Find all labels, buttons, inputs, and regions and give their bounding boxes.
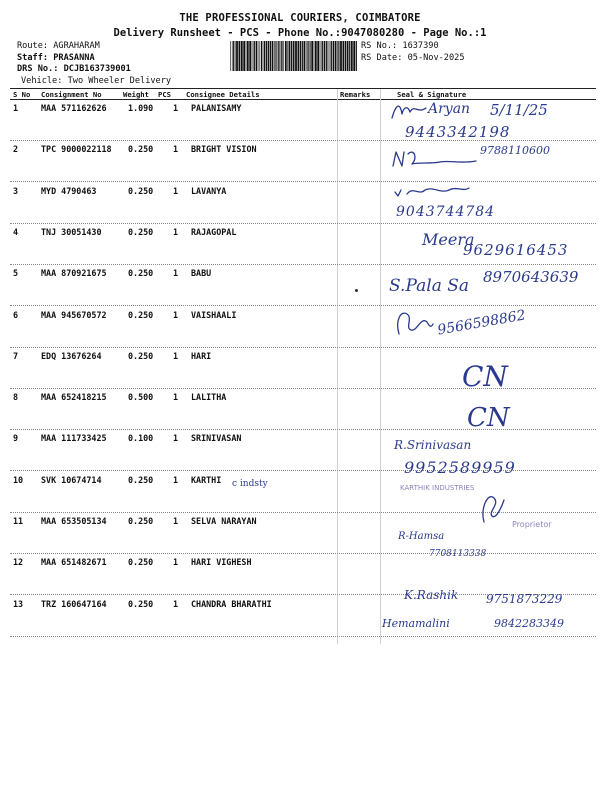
row-weight: 0.250 — [128, 185, 154, 196]
barcode-bar — [331, 41, 332, 71]
row-consignee: RAJAGOPAL — [191, 226, 237, 237]
row-consignee: LAVANYA — [191, 185, 227, 196]
col-header-weight: Weight — [123, 90, 149, 99]
row-pcs: 1 — [173, 185, 179, 196]
barcode-bar — [300, 41, 301, 71]
row-consignment-no: MAA 571162626 — [41, 103, 107, 113]
staff-value: PRASANNA — [53, 52, 95, 63]
barcode-bar — [356, 41, 357, 71]
drs-value: DCJB163739001 — [63, 64, 131, 74]
drs-label: DRS No.: — [17, 64, 59, 74]
barcode-bar — [311, 41, 313, 71]
row-consignment-no: MYD 4790463 — [41, 185, 97, 196]
barcode-bar — [247, 41, 249, 71]
row-consignment-no: TRZ 160647164 — [41, 598, 107, 609]
row-consignment-no: MAA 651482671 — [41, 557, 107, 568]
row-consignment-no: MAA 111733425 — [41, 433, 107, 444]
handwritten-name: S.Pala Sa — [389, 276, 470, 296]
barcode-bar — [295, 41, 297, 71]
rs-no-label: RS No.: — [361, 41, 398, 51]
barcode-bar — [270, 41, 271, 71]
rs-no-value: 1637390 — [402, 41, 439, 51]
row-consignee: SELVA NARAYAN — [191, 516, 257, 526]
row-weight: 0.250 — [128, 144, 154, 155]
handwritten-phone: 9842283349 — [494, 617, 564, 630]
row-pcs: 1 — [173, 516, 179, 526]
handwritten-phone: 7708113338 — [429, 549, 487, 559]
barcode-bar — [258, 41, 259, 71]
handwritten-phone: 9751873229 — [486, 592, 563, 606]
row-pcs: 1 — [173, 226, 179, 237]
barcode-bar — [345, 41, 346, 71]
barcode-bar — [308, 41, 309, 71]
row-sno: 6 — [13, 309, 19, 320]
rs-date-label: RS Date: — [361, 52, 403, 63]
row-weight: 0.250 — [128, 598, 154, 609]
row-sno: 7 — [13, 350, 19, 361]
barcode-bar — [337, 41, 338, 71]
row-weight: 0.250 — [128, 474, 154, 485]
barcode-bar — [239, 41, 241, 71]
barcode-bar — [314, 41, 315, 71]
barcode-image — [229, 41, 357, 71]
barcode-bar — [304, 41, 306, 71]
barcode-bar — [254, 41, 255, 71]
row-consignee: PALANISAMY — [191, 103, 242, 113]
row-pcs: 1 — [173, 557, 179, 568]
row-pcs: 1 — [173, 350, 179, 361]
barcode-bar — [306, 41, 307, 71]
barcode-bar — [353, 41, 355, 71]
barcode-bar — [252, 41, 253, 71]
signature-mark — [478, 488, 506, 524]
signature-mark — [393, 182, 473, 200]
header-top-rule — [10, 88, 596, 89]
row-sno: 5 — [13, 268, 19, 279]
barcode-bar — [259, 41, 260, 71]
signature-mark — [393, 306, 435, 338]
row-sno: 13 — [13, 598, 24, 609]
barcode-bar — [243, 41, 245, 71]
barcode-bar — [266, 41, 268, 71]
barcode-bar — [246, 41, 247, 71]
row-weight: 0.100 — [128, 433, 154, 444]
row-weight: 0.250 — [128, 557, 154, 568]
row-consignee: LALITHA — [191, 392, 227, 403]
route-label: Route: — [17, 41, 49, 51]
runsheet-subtitle: Delivery Runsheet - PCS - Phone No.:9047080280 - Page No.:1 — [113, 27, 487, 39]
barcode-bar — [335, 41, 337, 71]
handwritten-phone: 9043744784 — [396, 204, 496, 220]
handwritten-mark: CN — [462, 360, 508, 393]
barcode-bar — [317, 41, 319, 71]
barcode-bar — [268, 41, 269, 71]
row-consignment-no: MAA 945670572 — [41, 309, 107, 320]
row-pcs: 1 — [173, 598, 179, 609]
rs-date-value: 05-Nov-2025 — [407, 52, 465, 63]
barcode-bar — [340, 41, 342, 71]
barcode-bar — [275, 41, 276, 71]
barcode-bar — [274, 41, 275, 71]
barcode-bar — [261, 41, 262, 71]
handwritten-date: 5/11/25 — [490, 101, 548, 119]
handwritten-name: R.Srinivasan — [394, 438, 472, 452]
table-row — [10, 513, 596, 554]
row-weight: 0.250 — [128, 226, 154, 237]
barcode-bar — [276, 41, 277, 71]
barcode-bar — [322, 41, 323, 71]
ink-dot — [355, 289, 358, 292]
row-pcs: 1 — [173, 144, 179, 155]
barcode-bar — [326, 41, 327, 71]
handwritten-phone: 9629616453 — [463, 241, 569, 259]
row-consignment-no: EDQ 13676264 — [41, 350, 102, 361]
barcode-bar — [233, 41, 234, 71]
row-consignment-no: MAA 653505134 — [41, 516, 107, 526]
barcode-bar — [263, 41, 264, 71]
row-pcs: 1 — [173, 392, 179, 403]
row-weight: 1.090 — [128, 103, 154, 113]
row-weight: 0.250 — [128, 350, 154, 361]
row-weight: 0.250 — [128, 309, 154, 320]
col-header-sno: S No — [13, 90, 31, 99]
row-divider — [10, 636, 596, 637]
row-sno: 4 — [13, 226, 19, 237]
row-sno: 9 — [13, 433, 19, 444]
barcode-bar — [310, 41, 311, 71]
row-sno: 1 — [13, 103, 19, 113]
barcode-bar — [333, 41, 334, 71]
barcode-bar — [253, 41, 254, 71]
handwritten-name: Meera — [422, 230, 475, 249]
handwritten-phone: 9788110600 — [480, 144, 550, 157]
row-pcs: 1 — [173, 268, 179, 279]
barcode-bar — [307, 41, 308, 71]
barcode-bar — [256, 41, 257, 71]
row-consignee: CHANDRA BHARATHI — [191, 598, 272, 609]
barcode-bar — [328, 41, 329, 71]
handwritten-phone: 8970643639 — [483, 268, 579, 286]
row-consignment-no: TNJ 30051430 — [41, 226, 102, 237]
handwritten-phone: 9566598862 — [436, 307, 527, 339]
row-consignee: HARI VIGHESH — [191, 557, 252, 568]
handwritten-phone: 9443342198 — [405, 123, 511, 141]
barcode-bar — [315, 41, 317, 71]
row-consignee: SRINIVASAN — [191, 433, 242, 444]
barcode-bar — [349, 41, 350, 71]
handwritten-name: R-Hamsa — [398, 531, 445, 542]
row-sno: 11 — [13, 516, 24, 526]
row-pcs: 1 — [173, 103, 179, 113]
runsheet-info-left — [17, 41, 171, 87]
row-weight: 0.250 — [128, 268, 154, 279]
handwritten-phone: 9952589959 — [404, 458, 516, 477]
barcode-bar — [320, 41, 321, 71]
barcode-bar — [282, 41, 283, 71]
staff-label: Staff: — [17, 52, 49, 63]
row-pcs: 1 — [173, 309, 179, 320]
row-consignee: BABU — [191, 268, 212, 279]
signature-mark — [390, 100, 430, 122]
barcode-bar — [272, 41, 274, 71]
handwritten-name: K.Rashik — [404, 588, 459, 602]
barcode-bar — [278, 41, 279, 71]
row-sno: 10 — [13, 474, 24, 485]
table-row — [10, 554, 596, 595]
barcode-bar — [321, 41, 322, 71]
handwritten-note: c indsty — [232, 479, 268, 489]
row-consignment-no: TPC 9000022118 — [41, 144, 112, 155]
barcode-bar — [287, 41, 288, 71]
barcode-bar — [285, 41, 287, 71]
row-sno: 2 — [13, 144, 19, 155]
row-consignment-no: SVK 10674714 — [41, 474, 102, 485]
barcode-bar — [236, 41, 238, 71]
handwritten-name: Aryan — [428, 101, 471, 117]
company-stamp: Proprietor — [512, 520, 552, 529]
table-row — [10, 472, 596, 513]
row-consignee: KARTHI — [191, 474, 222, 485]
table-row — [10, 183, 596, 224]
col-header-pcs: PCS — [158, 90, 171, 99]
row-consignment-no: MAA 870921675 — [41, 268, 107, 279]
col-header-remarks: Remarks — [340, 90, 371, 99]
col-header-consignment: Consignment No — [41, 90, 102, 99]
row-pcs: 1 — [173, 474, 179, 485]
row-consignment-no: MAA 652418215 — [41, 392, 107, 403]
row-weight: 0.500 — [128, 392, 154, 403]
runsheet-info-right — [361, 41, 465, 64]
vehicle-label: Vehicle: — [21, 75, 63, 86]
barcode-bar — [351, 41, 353, 71]
vehicle-value: Two Wheeler Delivery — [67, 75, 172, 86]
barcode-bar — [241, 41, 243, 71]
route-value: AGRAHARAM — [53, 41, 100, 51]
barcode-bar — [302, 41, 303, 71]
handwritten-mark: CN — [467, 403, 510, 433]
row-weight: 0.250 — [128, 516, 154, 526]
row-sno: 8 — [13, 392, 19, 403]
row-pcs: 1 — [173, 433, 179, 444]
barcode-bar — [347, 41, 349, 71]
row-consignee: HARI — [191, 350, 212, 361]
barcode-bar — [343, 41, 345, 71]
company-title: THE PROFESSIONAL COURIERS, COIMBATORE — [179, 12, 421, 24]
barcode-bar — [235, 41, 236, 71]
barcode-bar — [338, 41, 339, 71]
barcode-bar — [232, 41, 233, 71]
barcode-bar — [264, 41, 265, 71]
barcode-bar — [230, 41, 231, 71]
row-consignee: VAISHAALI — [191, 309, 237, 320]
col-header-consignee: Consignee Details — [186, 90, 260, 99]
table-row — [10, 348, 596, 389]
barcode-bar — [289, 41, 291, 71]
barcode-bar — [330, 41, 331, 71]
barcode-bar — [281, 41, 282, 71]
barcode-bar — [324, 41, 325, 71]
signature-mark — [390, 146, 480, 172]
barcode-bar — [329, 41, 330, 71]
row-consignee: BRIGHT VISION — [191, 144, 257, 155]
barcode-bar — [291, 41, 292, 71]
barcode-bar — [293, 41, 295, 71]
col-header-seal: Seal & Signature — [397, 90, 467, 99]
row-sno: 12 — [13, 557, 24, 568]
barcode-bar — [298, 41, 300, 71]
company-stamp: KARTHIK INDUSTRIES — [400, 484, 475, 492]
row-sno: 3 — [13, 185, 19, 196]
barcode-bar — [279, 41, 280, 71]
barcode-bar — [249, 41, 251, 71]
handwritten-name: Hemamalini — [382, 617, 450, 630]
